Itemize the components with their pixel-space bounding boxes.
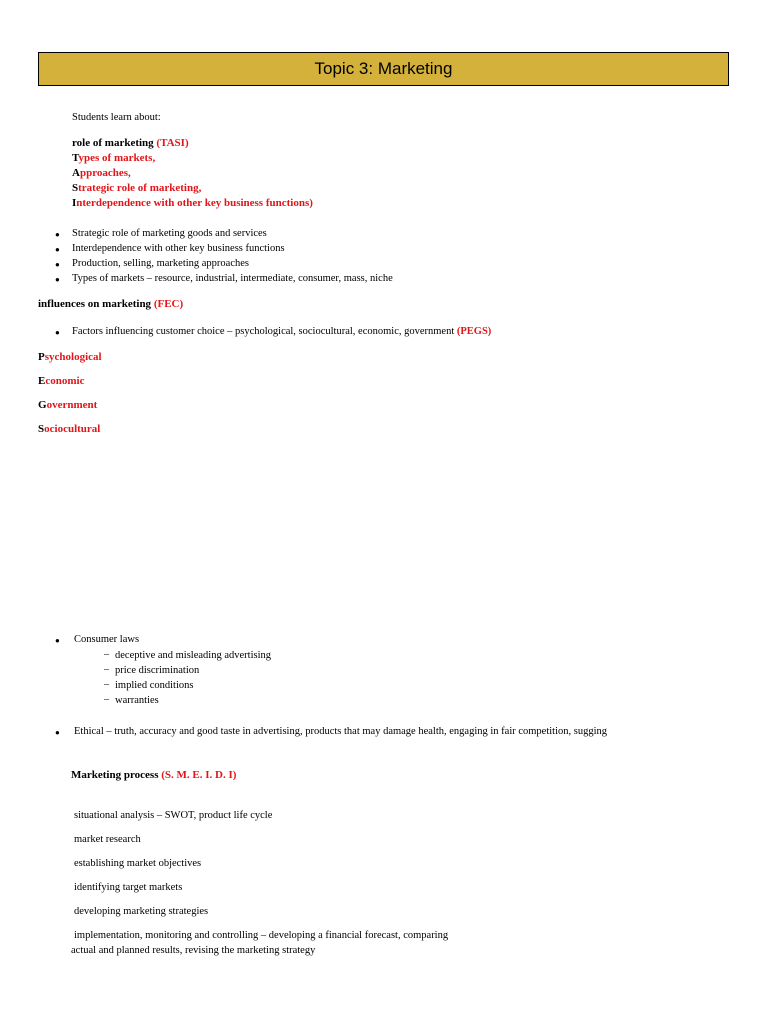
bullet-item: Production, selling, marketing approaches — [72, 258, 249, 269]
pegs-item — [38, 423, 100, 435]
process-step: market research — [74, 834, 141, 845]
pegs-item — [38, 351, 102, 363]
role-acronym: (TASI) — [156, 137, 189, 149]
students-learn-label: Students learn about: — [72, 112, 161, 123]
influences-acronym: (FEC) — [153, 298, 184, 310]
item-rest: nterdependence with other key business functions) — [76, 197, 313, 209]
item-rest: sychological — [44, 351, 102, 363]
process-acronym: (S. M. E. I. D. I) — [161, 769, 237, 781]
role-item — [72, 182, 201, 194]
item-rest: trategic role of marketing, — [78, 182, 202, 194]
item-initial: I — [72, 197, 77, 209]
consumer-law-item: warranties — [115, 695, 159, 706]
role-heading — [72, 137, 189, 149]
factors-text: Factors influencing customer choice – psychological, sociocultural, economic, government — [72, 326, 455, 337]
bullet-item: Types of markets – resource, industrial, intermediate, consumer, mass, niche — [72, 273, 393, 284]
dash-icon: – — [104, 694, 109, 705]
consumer-law-item: deceptive and misleading advertising — [115, 650, 271, 661]
factors-acronym: (PEGS) — [456, 326, 492, 337]
ethical-item: Ethical – truth, accuracy and good taste in advertising, products that may damage health, engaging in fair competition, sugging — [74, 726, 608, 737]
consumer-laws-label: Consumer laws — [74, 634, 140, 645]
role-heading-text: role of marketing — [72, 137, 154, 149]
topic-title-banner — [38, 52, 729, 86]
process-step: identifying target markets — [74, 882, 183, 893]
process-heading — [71, 769, 236, 781]
pegs-item — [38, 375, 84, 387]
item-rest: overnment — [46, 399, 98, 411]
consumer-law-item: implied conditions — [115, 680, 194, 691]
process-step: implementation, monitoring and controlling – developing a financial forecast, comparing — [74, 930, 449, 941]
item-rest: pproaches, — [79, 167, 131, 179]
bullet-icon: ● — [55, 728, 60, 737]
item-initial: P — [38, 351, 45, 363]
bullet-item: Strategic role of marketing goods and services — [72, 228, 267, 239]
process-step: developing marketing strategies — [74, 906, 209, 917]
dash-icon: – — [104, 664, 109, 675]
process-step: situational analysis – SWOT, product life cycle — [74, 810, 273, 821]
dash-icon: – — [104, 649, 109, 660]
pegs-item — [38, 399, 97, 411]
bullet-icon: ● — [55, 230, 60, 239]
item-rest: ociocultural — [44, 423, 101, 435]
process-step: establishing market objectives — [74, 858, 202, 869]
influences-heading — [38, 298, 183, 310]
item-rest: ypes of markets, — [78, 152, 156, 164]
item-initial: G — [38, 399, 47, 411]
bullet-icon: ● — [55, 275, 60, 284]
process-step-continuation: actual and planned results, revising the marketing strategy — [71, 945, 316, 956]
item-initial: T — [72, 152, 79, 164]
topic-title: Topic 3: Marketing — [314, 59, 453, 78]
factors-item — [72, 326, 491, 337]
role-item — [72, 167, 131, 179]
role-item — [72, 152, 155, 164]
item-initial: S — [38, 423, 45, 435]
bullet-icon: ● — [55, 260, 60, 269]
item-initial: S — [72, 182, 79, 194]
bullet-icon: ● — [55, 636, 60, 645]
bullet-icon: ● — [55, 245, 60, 254]
bullet-item: Interdependence with other key business functions — [72, 243, 285, 254]
influences-heading-text: influences on marketing — [38, 298, 152, 310]
role-item — [72, 197, 313, 209]
process-heading-text: Marketing process — [71, 769, 159, 781]
item-initial: A — [72, 167, 80, 179]
item-rest: conomic — [45, 375, 85, 387]
item-initial: E — [38, 375, 46, 387]
bullet-icon: ● — [55, 328, 60, 337]
dash-icon: – — [104, 679, 109, 690]
consumer-law-item: price discrimination — [115, 665, 200, 676]
